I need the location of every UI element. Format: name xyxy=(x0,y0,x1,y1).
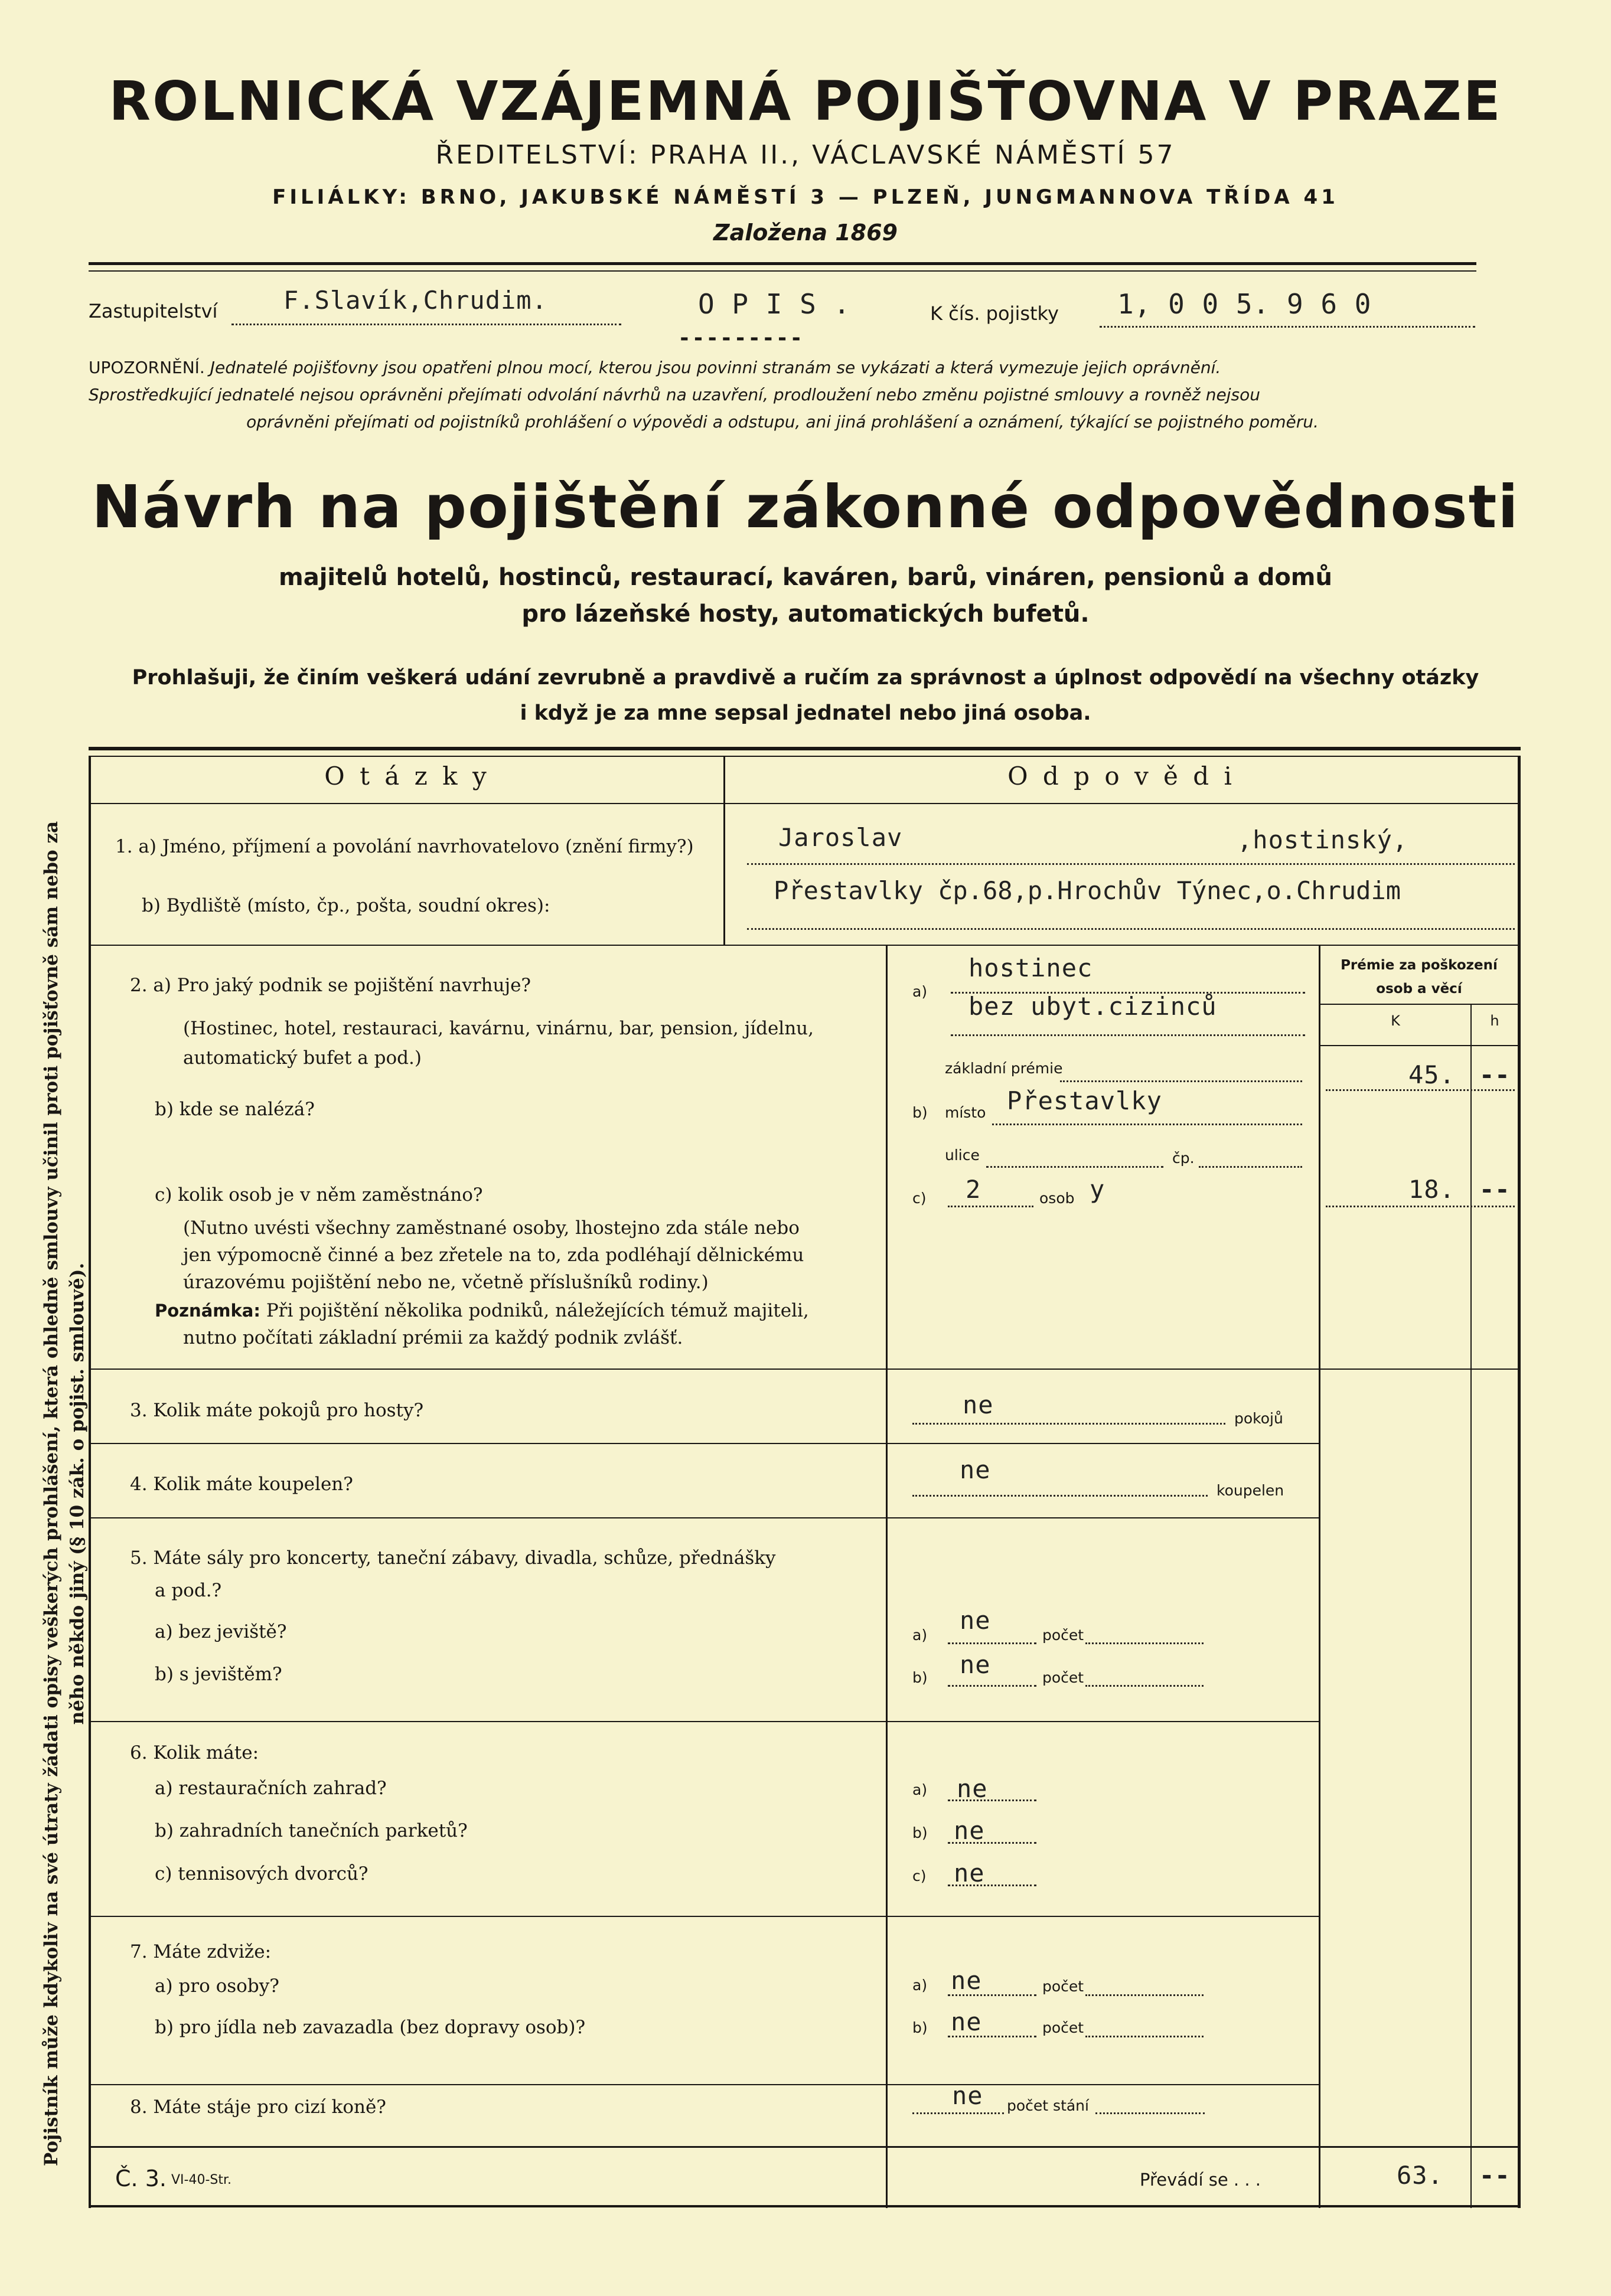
row-rule-5 xyxy=(89,1721,1320,1722)
q8-unit: počet stání xyxy=(1007,2097,1089,2114)
q2-ans-b-label: b) xyxy=(912,1104,928,1121)
q6-ans-b: ne xyxy=(954,1816,985,1845)
q2-c-hint-3: úrazovému pojištění nebo ne, včetně příslušníků rodiny.) xyxy=(183,1272,709,1293)
q3-line xyxy=(912,1423,1225,1425)
col-k-header: K xyxy=(1391,1013,1400,1029)
q6-c: c) tennisových dvorců? xyxy=(155,1863,368,1885)
q4-text: 4. Kolik máte koupelen? xyxy=(130,1474,353,1495)
q5-ans-b-label: b) xyxy=(912,1669,928,1686)
q1-answer-name: Jaroslav xyxy=(778,823,903,852)
q7-a: a) pro osoby? xyxy=(155,1975,279,1997)
premium-header xyxy=(1320,953,1518,1001)
place-label: místo xyxy=(945,1104,986,1121)
q6-ans-c-line xyxy=(948,1885,1036,1886)
col-h-header: h xyxy=(1490,1013,1499,1029)
q2-note xyxy=(155,1296,809,1325)
policy-label: K čís. pojistky xyxy=(930,302,1059,325)
q2-ans-c-label: c) xyxy=(912,1190,927,1207)
q2-a-hint-2: automatický bufet a pod.) xyxy=(183,1047,422,1069)
q3-text: 3. Kolik máte pokojů pro hosty? xyxy=(130,1400,424,1421)
q1-answer-profession: ,hostinský, xyxy=(1237,825,1408,854)
q7-ans-a-line xyxy=(948,1994,1036,1996)
col-answers-header: O d p o v ě d i xyxy=(1007,762,1235,791)
q5-ans-a-line xyxy=(948,1642,1036,1644)
q7-count-b-line xyxy=(1085,2036,1204,2037)
q7-unit-a: počet xyxy=(1042,1978,1084,1995)
q8-text: 8. Máte stáje pro cizí koně? xyxy=(130,2096,386,2118)
base-premium-line xyxy=(1060,1080,1302,1082)
agency-line xyxy=(231,324,621,325)
q5-text-2: a pod.? xyxy=(155,1580,222,1601)
carry-over-h: -- xyxy=(1479,2161,1511,2190)
directorate-address: ŘEDITELSTVÍ: PRAHA II., VÁCLAVSKÉ NÁMĚSTÍ 57 xyxy=(435,140,1176,170)
q1-answer-address: Přestavlky čp.68,p.Hrochův Týnec,o.Chrudim xyxy=(774,876,1401,905)
premium-1-k: 45. xyxy=(1408,1060,1455,1089)
q2-note-label: Poznámka: xyxy=(155,1301,260,1321)
q6-ans-a-label: a) xyxy=(912,1781,928,1798)
q6-ans-b-line xyxy=(948,1842,1036,1844)
header-rule-thin xyxy=(89,270,1476,272)
q2-ans-c-suffix: y xyxy=(1090,1175,1105,1204)
notice-lead: UPOZORNĚNÍ. xyxy=(89,358,205,377)
q7-ans-b-label: b) xyxy=(912,2019,928,2036)
q6-ans-c-label: c) xyxy=(912,1867,927,1885)
q3-unit: pokojů xyxy=(1234,1410,1283,1427)
place-line xyxy=(992,1123,1302,1125)
q2-ans-a-label: a) xyxy=(912,983,928,1000)
policy-line xyxy=(1100,326,1475,328)
persons-label: osob xyxy=(1039,1190,1075,1207)
q2-ans-a-line-2 xyxy=(951,1034,1305,1036)
q7-ans-a-label: a) xyxy=(912,1977,928,1994)
q6-ans-a: ne xyxy=(957,1774,988,1803)
row-rule-4 xyxy=(89,1517,1320,1518)
q2-a-hint-1: (Hostinec, hotel, restauraci, kavárnu, vinárnu, bar, pension, jídelnu, xyxy=(183,1018,814,1039)
premium-2-line xyxy=(1326,1206,1515,1207)
policy-number: 1, 0 0 5. 9 6 0 xyxy=(1117,288,1372,320)
q2-a: 2. a) Pro jaký podnik se pojištění navrhuje? xyxy=(130,975,531,996)
q7-ans-b-line xyxy=(948,2036,1036,2037)
base-premium-label: základní prémie xyxy=(945,1060,1063,1077)
q7-text: 7. Máte zdviže: xyxy=(130,1941,272,1962)
premium-2-k: 18. xyxy=(1408,1175,1455,1204)
row-rule-6 xyxy=(89,1916,1320,1917)
notice-line-1: Jednatelé pojišťovny jsou opatřeni plnou mocí, kterou jsou povinni stranám se vykázati a která vymezuje jejich oprávnění. xyxy=(210,358,1221,377)
header-rule-thick xyxy=(89,262,1476,265)
premium-header-2: osob a věcí xyxy=(1376,981,1462,997)
q5-ans-b-line xyxy=(948,1685,1036,1687)
premium-1-line xyxy=(1326,1089,1515,1091)
declaration-line-2: i když je za mne sepsal jednatel nebo jiná osoba. xyxy=(520,701,1091,725)
q2-b: b) kde se nalézá? xyxy=(155,1099,315,1120)
q8-count-line xyxy=(1095,2112,1205,2114)
q4-answer: ne xyxy=(960,1455,991,1484)
q7-b: b) pro jídla neb zavazadla (bez dopravy osob)? xyxy=(155,2017,586,2038)
q5-count-a-line xyxy=(1085,1642,1204,1644)
q8-line xyxy=(912,2112,1004,2114)
table-top-thin xyxy=(89,756,1521,757)
table-right-border xyxy=(1518,756,1521,2208)
q2-c-hint-2: jen výpomocně činné a bez zřetele na to, zda podléhají dělnickému xyxy=(183,1245,804,1266)
q5-b: b) s jevištěm? xyxy=(155,1664,282,1685)
q5-unit-b: počet xyxy=(1042,1669,1084,1686)
premium-header-1: Prémie za poškození xyxy=(1341,958,1498,973)
row-rule-3 xyxy=(89,1443,1320,1444)
row-rule-8 xyxy=(89,2146,1521,2148)
q7-count-a-line xyxy=(1085,1994,1204,1996)
header-row-rule xyxy=(89,803,1521,804)
q2-ans-a-1: hostinec xyxy=(968,953,1093,982)
q6-ans-a-line xyxy=(948,1799,1036,1801)
premium-1-h: -- xyxy=(1479,1060,1511,1089)
street-label: ulice xyxy=(945,1147,980,1164)
q7-ans-b: ne xyxy=(951,2007,982,2036)
branches-address: FILIÁLKY: BRNO, JAKUBSKÉ NÁMĚSTÍ 3 — PLZEŇ, JUNGMANNOVA TŘÍDA 41 xyxy=(272,185,1339,209)
founded-year: Založena 1869 xyxy=(713,220,898,246)
carry-over-label: Převádí se . . . xyxy=(1140,2170,1261,2190)
q5-ans-a: ne xyxy=(960,1606,991,1635)
carry-over-value: 63. xyxy=(1397,2161,1443,2190)
side-note-line-1: Pojistník může kdykoliv na své útraty žádati opisy veškerých prohlášení, která ohledně smlouvy učinil proti pojišťovně sám nebo za xyxy=(41,821,62,2167)
kh-col-divider xyxy=(1470,1004,1472,2208)
q5-ans-a-label: a) xyxy=(912,1627,928,1644)
q2-ans-a-2: bez ubyt.cizinců xyxy=(968,992,1217,1021)
q7-unit-b: počet xyxy=(1042,2019,1084,2036)
q2-c: c) kolik osob je v něm zaměstnáno? xyxy=(155,1184,483,1206)
q2-ans-c-value: 2 xyxy=(966,1175,981,1204)
persons-line xyxy=(948,1206,1033,1207)
premium-2-h: -- xyxy=(1479,1175,1511,1204)
form-subtitle-2: pro lázeňské hosty, automatických bufetů. xyxy=(521,600,1090,628)
side-note-line-2: něho někdo jiný (§ 10 zák. o pojist. smlouvě). xyxy=(67,1262,88,1725)
q6-b: b) zahradních tanečních parketů? xyxy=(155,1820,468,1841)
q3-answer: ne xyxy=(963,1390,994,1419)
q1-answer-line-1 xyxy=(747,863,1515,865)
premium-header-rule xyxy=(1319,1004,1519,1005)
street-line xyxy=(986,1166,1163,1168)
form-title: Návrh na pojištění zákonné odpovědnosti xyxy=(92,472,1519,541)
form-code: VI-40-Str. xyxy=(171,2173,232,2187)
q5-a: a) bez jeviště? xyxy=(155,1621,287,1642)
row-rule-2 xyxy=(89,1369,1521,1370)
q6-ans-c: ne xyxy=(954,1859,985,1887)
q6-ans-b-label: b) xyxy=(912,1824,928,1841)
table-bottom-rule xyxy=(89,2205,1521,2207)
row-rule-1 xyxy=(89,945,1521,946)
q7-ans-a: ne xyxy=(951,1966,982,1995)
q1-b: b) Bydliště (místo, čp., pošta, soudní okres): xyxy=(142,895,550,916)
q5-ans-b: ne xyxy=(960,1650,991,1679)
notice-block xyxy=(89,354,1476,436)
declaration xyxy=(59,660,1552,731)
declaration-line-1: Prohlašuji, že činím veškerá udání zevrubně a pravdivě a ručím za správnost a úplnost odpovědí na všechny otázky xyxy=(132,666,1479,690)
q5-count-b-line xyxy=(1085,1685,1204,1687)
premium-col-divider xyxy=(1319,945,1320,2208)
cp-label: čp. xyxy=(1172,1149,1195,1167)
q2-ans-place: Přestavlky xyxy=(1007,1086,1162,1115)
cp-line xyxy=(1199,1166,1302,1168)
q1-a: 1. a) Jméno, příjmení a povolání navrhovatelovo (znění firmy?) xyxy=(115,836,694,857)
row-rule-7 xyxy=(89,2084,1320,2085)
col-divider-main xyxy=(886,945,888,2208)
form-subtitle-1: majitelů hotelů, hostinců, restaurací, kaváren, barů, vináren, pensionů a domů xyxy=(279,564,1332,591)
side-note xyxy=(38,791,90,2196)
agency-label: Zastupitelství xyxy=(89,300,218,322)
q2-c-hint-1: (Nutno uvésti všechny zaměstnané osoby, lhostejno zda stále nebo xyxy=(183,1217,800,1239)
q5-unit-a: počet xyxy=(1042,1627,1084,1644)
table-left-border xyxy=(89,756,91,2208)
q2-note-2: nutno počítati základní prémii za každý podnik zvlášť. xyxy=(183,1327,683,1348)
kh-header-rule xyxy=(1319,1045,1519,1046)
table-top-thick xyxy=(89,747,1521,750)
q6-a: a) restauračních zahrad? xyxy=(155,1778,387,1799)
q8-answer: ne xyxy=(952,2081,983,2110)
q4-line xyxy=(912,1495,1208,1497)
q6-text: 6. Kolik máte: xyxy=(130,1742,259,1763)
q5-text-1: 5. Máte sály pro koncerty, taneční zábavy, divadla, schůze, přednášky xyxy=(130,1547,776,1569)
q4-unit: koupelen xyxy=(1217,1482,1284,1499)
copy-mark: O P I S . xyxy=(698,288,851,320)
q1-answer-line-2 xyxy=(747,928,1515,930)
notice-line-3: oprávněni přejímati od pojistníků prohlášení o výpovědi a odstupu, ani jiná prohlášení a oznámení, týkající se pojistného poměru. xyxy=(246,412,1319,432)
form-number: Č. 3. xyxy=(115,2166,167,2192)
col-questions-header: O t á z k y xyxy=(324,762,490,791)
q2-note-1: Při pojištění několika podniků, náležejících témuž majiteli, xyxy=(266,1300,809,1321)
notice-line-2: Sprostředkující jednatelé nejsou oprávněni přejímati odvolání návrhů na uzavření, prodloužení nebo změnu pojistné smlouvy a rovněž nejsou xyxy=(89,385,1260,404)
agency-value: F.Slavík,Chrudim. xyxy=(283,286,547,315)
company-name: ROLNICKÁ VZÁJEMNÁ POJIŠŤOVNA V PRAZE xyxy=(109,70,1502,133)
copy-underline: --------- xyxy=(678,326,804,350)
